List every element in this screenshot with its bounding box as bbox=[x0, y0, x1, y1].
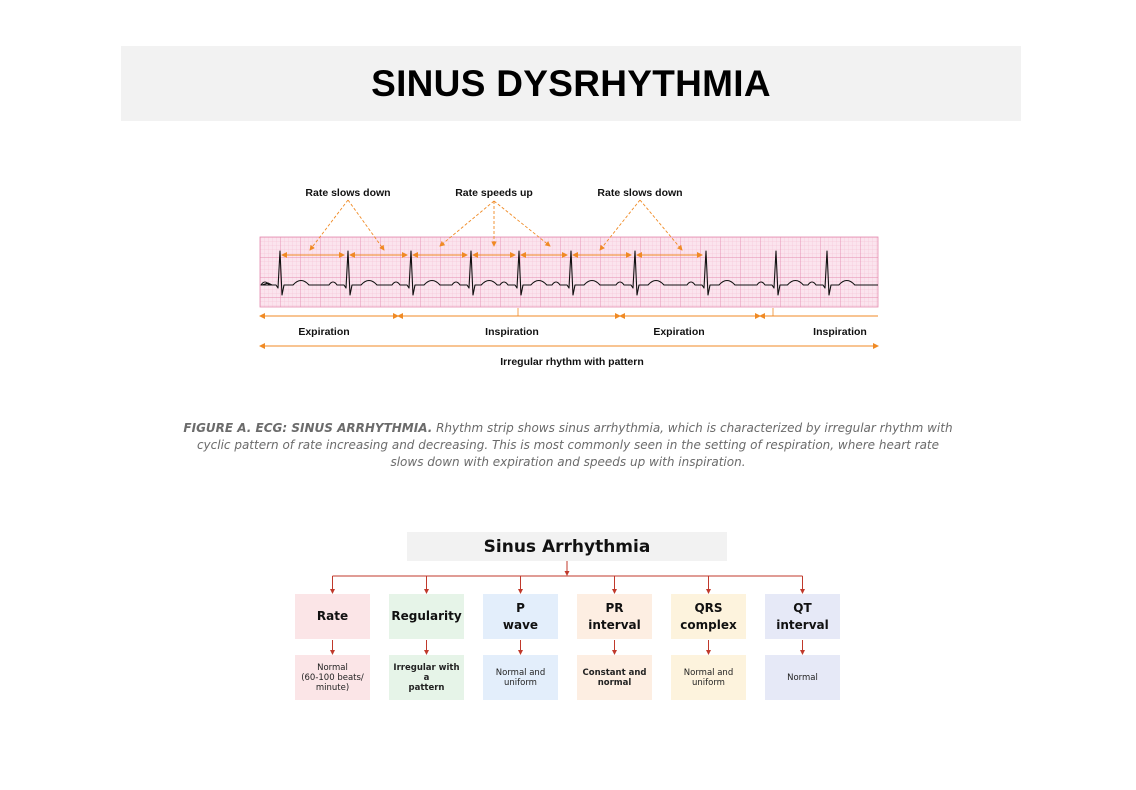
phase-arrows bbox=[260, 316, 878, 346]
rate-label-slows-1: Rate slows down bbox=[305, 187, 391, 199]
category-head-1: Rate bbox=[295, 594, 370, 639]
page-title: SINUS DYSRHYTHMIA bbox=[371, 62, 771, 104]
category-value-6: Normal bbox=[765, 655, 840, 700]
category-value-5: Normal and uniform bbox=[671, 655, 746, 700]
category-head-6: QT interval bbox=[765, 594, 840, 639]
category-head-4: PR interval bbox=[577, 594, 652, 639]
ecg-grid bbox=[260, 237, 878, 307]
category-value-4: Constant and normal bbox=[577, 655, 652, 700]
category-value-1: Normal (60-100 beats/ minute) bbox=[295, 655, 370, 700]
category-head-3: P wave bbox=[483, 594, 558, 639]
category-value-3: Normal and uniform bbox=[483, 655, 558, 700]
figure-caption bbox=[181, 420, 955, 471]
bottom-label: Irregular rhythm with pattern bbox=[500, 356, 644, 368]
category-value-2: Irregular with a pattern bbox=[389, 655, 464, 700]
caption-lead: FIGURE A. ECG: SINUS ARRHYTHMIA. bbox=[183, 421, 433, 435]
phase-label-expiration-1: Expiration bbox=[298, 326, 350, 338]
phase-label-inspiration-1: Inspiration bbox=[485, 326, 539, 338]
summary-chart-title: Sinus Arrhythmia bbox=[407, 532, 727, 561]
phase-label-expiration-2: Expiration bbox=[653, 326, 705, 338]
rate-label-slows-2: Rate slows down bbox=[597, 187, 683, 199]
phase-label-inspiration-2: Inspiration bbox=[813, 326, 867, 338]
caption-text: Rhythm strip shows sinus arrhythmia, which is characterized by irregular rhythm with cyclic pattern of rate increasing and decreasing. This is most commonly seen in the setting of respiration, where heart rate slows down with expiration and speeds up with inspiration. bbox=[196, 421, 953, 469]
category-head-5: QRS complex bbox=[671, 594, 746, 639]
category-head-2: Regularity bbox=[389, 594, 464, 639]
rate-label-speeds: Rate speeds up bbox=[455, 187, 533, 199]
